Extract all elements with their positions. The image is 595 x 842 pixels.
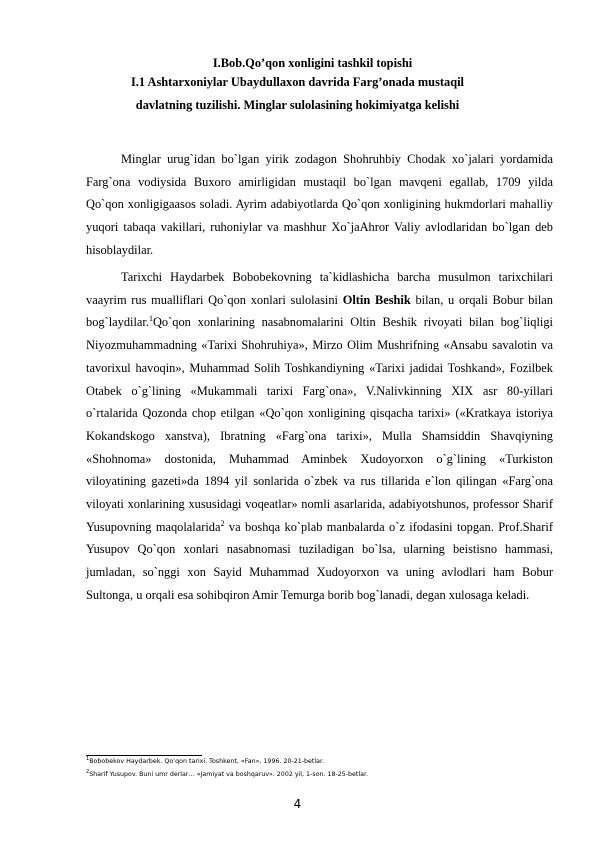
paragraph-2-text-c: Qo`qon xonlarining nasabnomalarini Oltin Beshik rivoyati bilan bog`liqligi Niyozmuhammadning «Tarixi Shohruhiya», Mirzo Olim Mushrifning «Ansabu savalotin va tavorixul havoqin», Muhammad Solih Toshkandiyning «Tarixi jadidai Toshkand», Fozilbek Otabek o`g`lining «Mukammali tarixi Farg`ona», V.Nalivkinning XIX asr 80-yillari o`rtalarida Qozonda chop etilgan «Qo`qon xonligining qisqacha tarixi» («Kratkaya istoriya Kokandskogo xanstva), Ibratning «Farg`ona tarixi», Mulla Shamsiddin Shavqiyning «Shohnoma» dostonida, Muhammad Aminbek Xudoyorxon o`g`lining «Turkiston viloyatining gazeti»da 1894 yil sonlarida o`zbek va rus tillarida e`lon qilingan «Farg`ona viloyati xonlarining xususidagi voqeatlar» nomli asarlarida, adabiyotshunos, professor Sharif Yusupovning maqolalarida (86, 315, 553, 534)
section-title-line1: I.1 Ashtarxoniylar Ubaydullaxon davrida Farg’onada mustaqil (130, 75, 464, 89)
paragraph-2 (86, 266, 553, 607)
footnote-divider (86, 755, 202, 756)
footnote-ref-2: 2 (220, 518, 225, 528)
footnote-2-text: Sharif Yusupov. Buni umr derlar… «Jamiyat va boshqaruv». 2002 yil, 1-son. 18-25-betlar. (89, 771, 368, 778)
page-number: 4 (293, 797, 302, 811)
paragraph-2-text-b: bilan, u orqali Bobur bilan bog`laydilar. (86, 292, 553, 330)
footnote-ref-1: 1 (148, 314, 153, 324)
footnote-1-number: 1 (86, 755, 90, 762)
paragraph-1: Minglar urug`idan bo`lgan yirik zodagon Shohruhbiy Chodak xo`jalari yordamida Farg`ona vodiysida Buxoro amirligidan mustaqil bo`lgan mavqeni egallab, 1709 yilda Qo`qon xonligigaasos soladi. Ayrim adabiyotlarda Qo`qon xonligining hukmdorlari mahalliy yuqori tabaqa vakillari, ruhoniylar va mashhur Xo`jaAhror Valiy avlodlaridan bo`lgan deb hisoblaydilar. (86, 152, 553, 257)
chapter-title: I.Bob.Qo’qon xonligini tashkil topishi (212, 56, 413, 70)
footnote-2 (86, 768, 368, 778)
section-title-line2: davlatning tuzilishi. Minglar sulolasining hokimiyatga kelishi (135, 98, 460, 112)
paragraph-2-bold-term: Oltin Beshik (342, 292, 411, 307)
footnote-1-text: Bobobekov Haydarbek. Qo’qon tarixi. Toshkent, «Fan», 1996. 20-21-betlar. (89, 758, 324, 765)
paragraph-2-text-d: va boshqa ko`plab manbalarda o`z ifodasini topgan. Prof.Sharif Yusupov Qo`qon xonlari nasabnomasi tuziladigan bo`lsa, ularning beistisno hammasi, jumladan, so`nggi xon Sayid Muhammad Xudoyorxon va uning avlodlari ham Bobur Sultonga, u orqali esa sohibqiron Amir Temurga borib bog`lanadi, degan xulosaga keladi. (86, 519, 553, 602)
footnote-2-number: 2 (86, 768, 90, 775)
footnote-1 (86, 755, 324, 765)
paragraph-2-text-a: Tarixchi Haydarbek Bobobekovning ta`kidlashicha barcha musulmon tarixchilari vaayrim rus mualliflari Qo`qon xonlari sulolasini (86, 270, 553, 307)
